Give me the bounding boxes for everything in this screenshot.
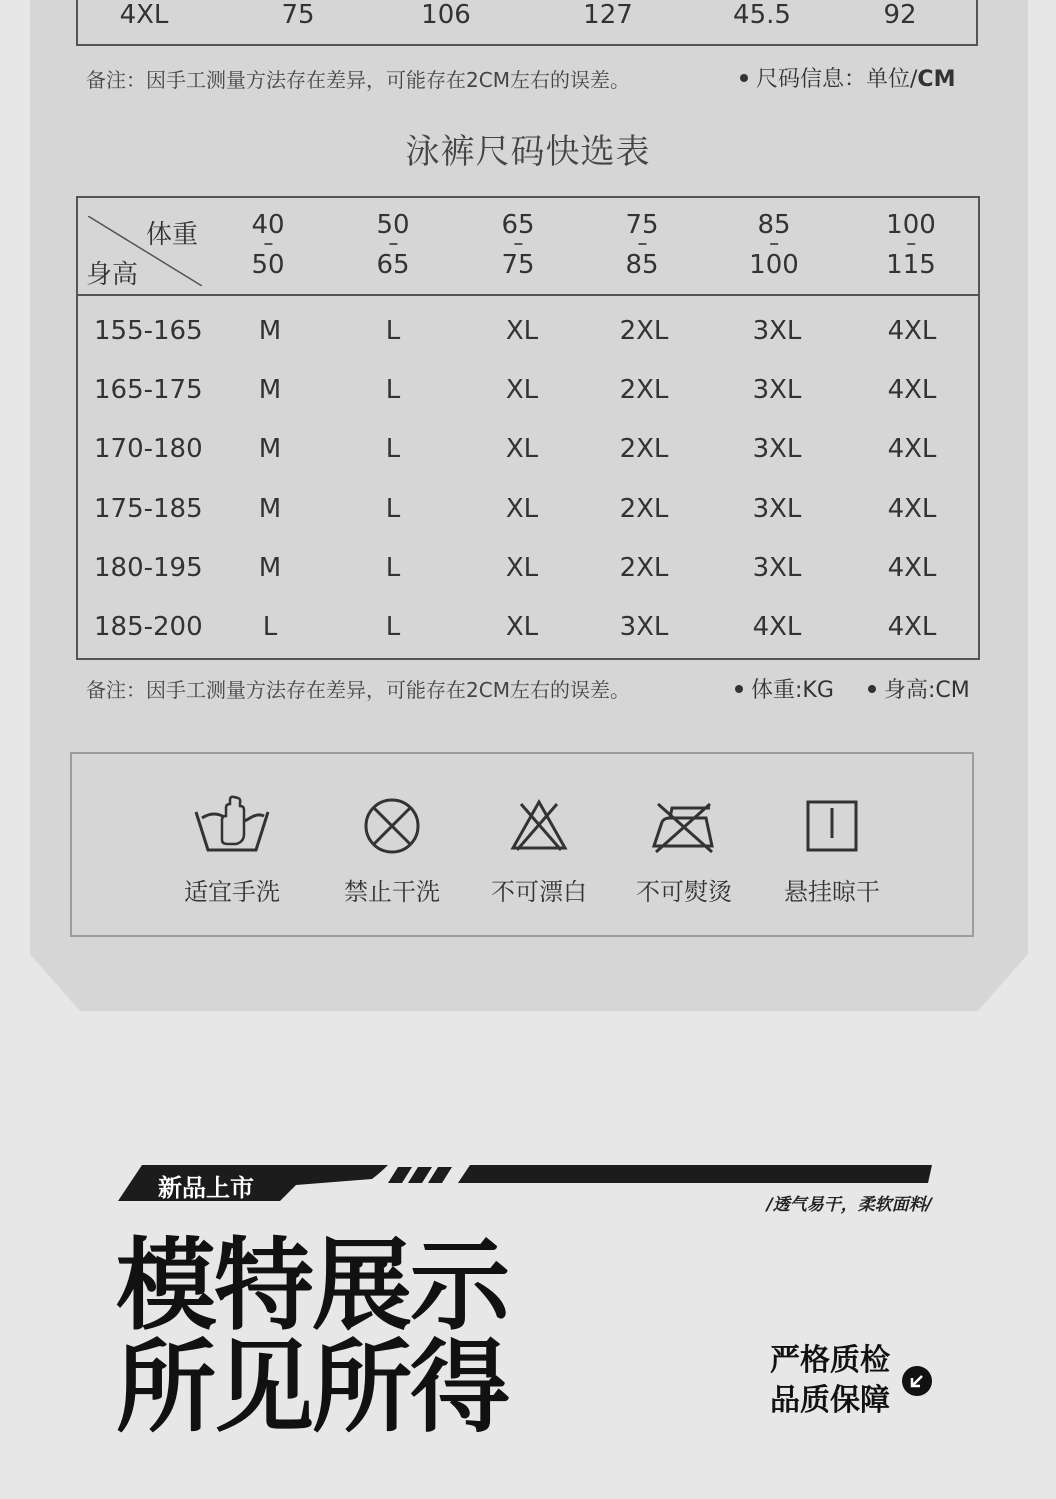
range-dash	[514, 243, 522, 245]
weight-from: 85	[757, 210, 791, 240]
height-unit-note	[868, 673, 970, 704]
size-cell: 3XL	[752, 434, 802, 464]
size-cell: M	[258, 494, 282, 524]
size-cell: 3XL	[752, 375, 802, 405]
weight-from: 75	[625, 210, 659, 240]
weight-unit-note	[735, 673, 834, 704]
care-instructions	[70, 752, 974, 937]
height-range: 155-165	[94, 316, 203, 346]
height-unit: 身高:CM	[884, 678, 970, 703]
table-cell: 45.5	[733, 0, 791, 30]
weight-to: 50	[251, 250, 285, 280]
weight-range-header	[749, 212, 799, 278]
weight-range-header	[376, 212, 409, 278]
previous-table-last-row	[76, 0, 978, 46]
size-cell: XL	[505, 553, 539, 583]
hand-wash-icon	[192, 794, 272, 858]
quality-line2: 品质保障	[770, 1383, 890, 1418]
care-label: 不可漂白	[491, 878, 587, 906]
weight-range-header	[886, 212, 936, 278]
quality-line1: 严格质检	[770, 1343, 890, 1378]
table-cell: 127	[583, 0, 633, 30]
size-cell: L	[385, 612, 401, 642]
weight-range-header	[251, 212, 284, 278]
size-cell: XL	[505, 612, 539, 642]
size-cell: L	[385, 434, 401, 464]
size-cell: 4XL	[887, 494, 937, 524]
size-cell: XL	[505, 434, 539, 464]
range-dash	[770, 243, 778, 245]
height-header: 身高	[86, 260, 139, 290]
care-item	[469, 794, 609, 907]
weight-from: 50	[376, 210, 410, 240]
size-cell: L	[262, 612, 278, 642]
size-cell: M	[258, 434, 282, 464]
size-cell: XL	[505, 375, 539, 405]
weight-to: 65	[376, 250, 410, 280]
size-cell: 4XL	[752, 612, 802, 642]
bullet-icon	[868, 685, 876, 693]
size-cell: 2XL	[619, 553, 669, 583]
size-cell: 4XL	[887, 316, 937, 346]
size-cell: L	[385, 375, 401, 405]
weight-to: 100	[749, 250, 799, 280]
unit-value: CM	[917, 67, 956, 92]
size-cell: 4XL	[887, 612, 937, 642]
size-cell: L	[385, 494, 401, 524]
height-range: 165-175	[94, 375, 203, 405]
size-cell: 2XL	[619, 434, 669, 464]
size-cell: M	[258, 375, 282, 405]
model-title-line2: 所见所得	[116, 1329, 508, 1446]
table-cell: 75	[281, 0, 315, 30]
hang-dry-icon	[800, 794, 864, 858]
size-cell: 3XL	[752, 494, 802, 524]
range-dash	[264, 243, 272, 245]
height-range: 185-200	[94, 612, 203, 642]
weight-from: 100	[886, 210, 936, 240]
slogan: /透气易干，柔软面料/	[766, 1195, 932, 1215]
size-cell: M	[258, 316, 282, 346]
table-cell: 92	[883, 0, 917, 30]
care-item	[762, 794, 902, 907]
height-range: 175-185	[94, 494, 203, 524]
bullet-icon	[735, 685, 743, 693]
size-cell: 2XL	[619, 375, 669, 405]
range-dash	[638, 243, 646, 245]
weight-unit: 体重:KG	[751, 678, 834, 703]
measurement-remark: 备注：因手工测量方法存在差异，可能存在2CM左右的误差。	[86, 68, 630, 92]
size-cell: L	[385, 553, 401, 583]
range-dash	[389, 243, 397, 245]
care-item	[614, 794, 754, 907]
care-label: 禁止干洗	[344, 878, 440, 906]
model-title-line1: 模特展示	[116, 1227, 508, 1344]
size-cell: 3XL	[752, 553, 802, 583]
weight-from: 40	[251, 210, 285, 240]
size-cell: 4XL	[887, 434, 937, 464]
quick-size-remark: 备注：因手工测量方法存在差异，可能存在2CM左右的误差。	[86, 678, 630, 702]
height-range: 170-180	[94, 434, 203, 464]
header-divider	[78, 294, 978, 296]
weight-range-header	[501, 212, 534, 278]
size-cell: M	[258, 553, 282, 583]
new-arrival-badge: 新品上市	[158, 1174, 254, 1202]
size-cell: 2XL	[619, 316, 669, 346]
care-item	[322, 794, 462, 907]
height-range: 180-195	[94, 553, 203, 583]
range-dash	[907, 243, 915, 245]
weight-to: 115	[886, 250, 936, 280]
size-cell: L	[385, 316, 401, 346]
size-cell: 4XL	[887, 553, 937, 583]
weight-from: 65	[501, 210, 535, 240]
quick-size-table	[76, 196, 980, 660]
size-cell: 2XL	[619, 494, 669, 524]
no-iron-icon	[648, 794, 720, 858]
weight-to: 85	[625, 250, 659, 280]
size-cell: XL	[505, 494, 539, 524]
size-cell: 3XL	[752, 316, 802, 346]
unit-label: 尺码信息：单位/	[756, 67, 918, 92]
unit-note	[740, 62, 955, 93]
weight-to: 75	[501, 250, 535, 280]
care-label: 悬挂晾干	[784, 878, 880, 906]
arrow-down-left-icon	[902, 1366, 932, 1396]
care-item	[162, 794, 302, 907]
table-cell: 106	[421, 0, 471, 30]
weight-header: 体重	[146, 220, 199, 250]
no-dry-clean-icon	[360, 794, 424, 858]
size-cell: XL	[505, 316, 539, 346]
care-label: 不可熨烫	[636, 878, 732, 906]
table-cell: 4XL	[119, 0, 169, 30]
no-bleach-icon	[507, 794, 571, 858]
care-label: 适宜手洗	[184, 878, 280, 906]
size-cell: 4XL	[887, 375, 937, 405]
size-cell: 3XL	[619, 612, 669, 642]
weight-range-header	[625, 212, 658, 278]
bullet-icon	[740, 74, 748, 82]
quick-size-title: 泳裤尺码快选表	[405, 132, 651, 172]
